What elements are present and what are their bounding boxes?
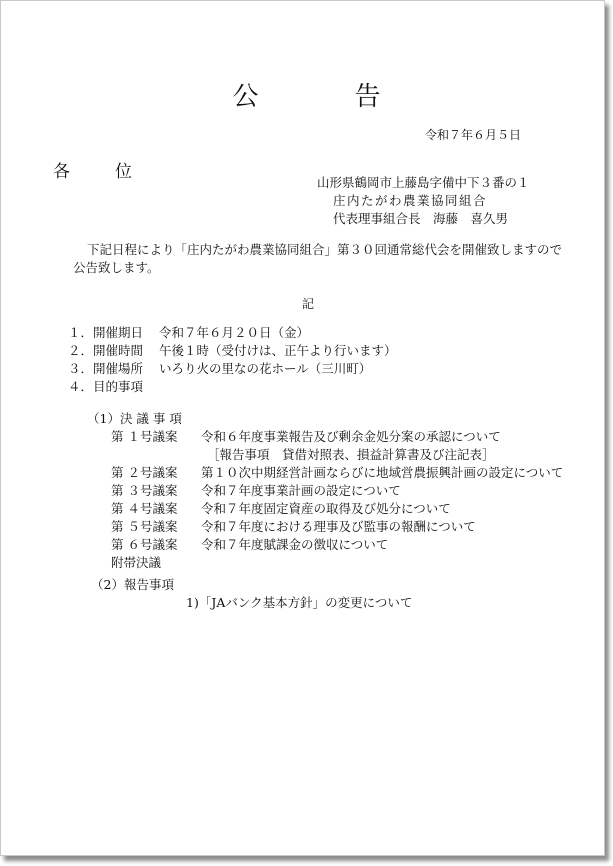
bill-subtext: ［報告事項 貸借対照表、損益計算書及び注記表］ [207, 447, 495, 462]
bill-text: 令和６年度事業報告及び剰余金処分案の承認について [201, 429, 501, 444]
sender-representative: 代表理事組合長 海藤 喜久男 [333, 211, 509, 226]
bill-number: 第 ３号議案 [111, 483, 178, 498]
bill-text: 令和７年度における理事及び監事の報酬について [201, 519, 476, 534]
bill-text: 第１０次中期経営計画ならびに地域営農振興計画の設定について [201, 465, 564, 480]
bill-text: 令和７年度賦課金の徴収について [201, 537, 389, 552]
item-label: ４．目的事項 [68, 379, 144, 394]
item-label: １．開催期日 [68, 325, 144, 340]
bill-text: 令和７年度固定資産の取得及び処分について [201, 501, 451, 516]
bill-number: 第 ２号議案 [111, 465, 178, 480]
ki-heading: 記 [302, 297, 315, 311]
item-value: 令和７年６月２０日（金） [159, 325, 310, 340]
item-value: 午後１時（受付けは、正午より行います） [159, 343, 397, 358]
item-label: ３．開催場所 [68, 361, 144, 376]
bill-number: 第 ５号議案 [111, 519, 178, 534]
item-value: いろり火の里なの花ホール（三川町） [159, 361, 372, 376]
document-title [0, 76, 613, 113]
notice-date: 令和７年６月５日 [424, 128, 521, 142]
supplementary-resolution: 附帯決議 [111, 555, 162, 570]
bill-text: 令和７年度事業計画の設定について [201, 483, 401, 498]
report-item: 1)「JAバンク基本方針」の変更について [186, 595, 413, 610]
sender-organization: 庄内たがわ農業協同組合 [333, 193, 488, 208]
bill-number: 第 ６号議案 [111, 537, 178, 552]
bill-number: 第 １号議案 [111, 429, 178, 444]
item-label: ２．開催時間 [68, 343, 144, 358]
title-char-right: 告 [354, 82, 381, 112]
reports-heading: （2）報告事項 [91, 577, 174, 592]
intro-text-line2: 公告致します。 [73, 260, 160, 275]
bill-number: 第 ４号議案 [111, 501, 178, 516]
intro-text-line1: 下記日程により「庄内たがわ農業協同組合」第３０回通常総代会を開催致しますので [87, 242, 563, 257]
addressee: 各 位 [53, 162, 146, 182]
title-char-left: 公 [232, 82, 259, 112]
resolutions-heading: （1）決 議 事 項 [87, 411, 182, 426]
sender-address: 山形県鶴岡市上藤島字備中下３番の１ [317, 175, 530, 190]
